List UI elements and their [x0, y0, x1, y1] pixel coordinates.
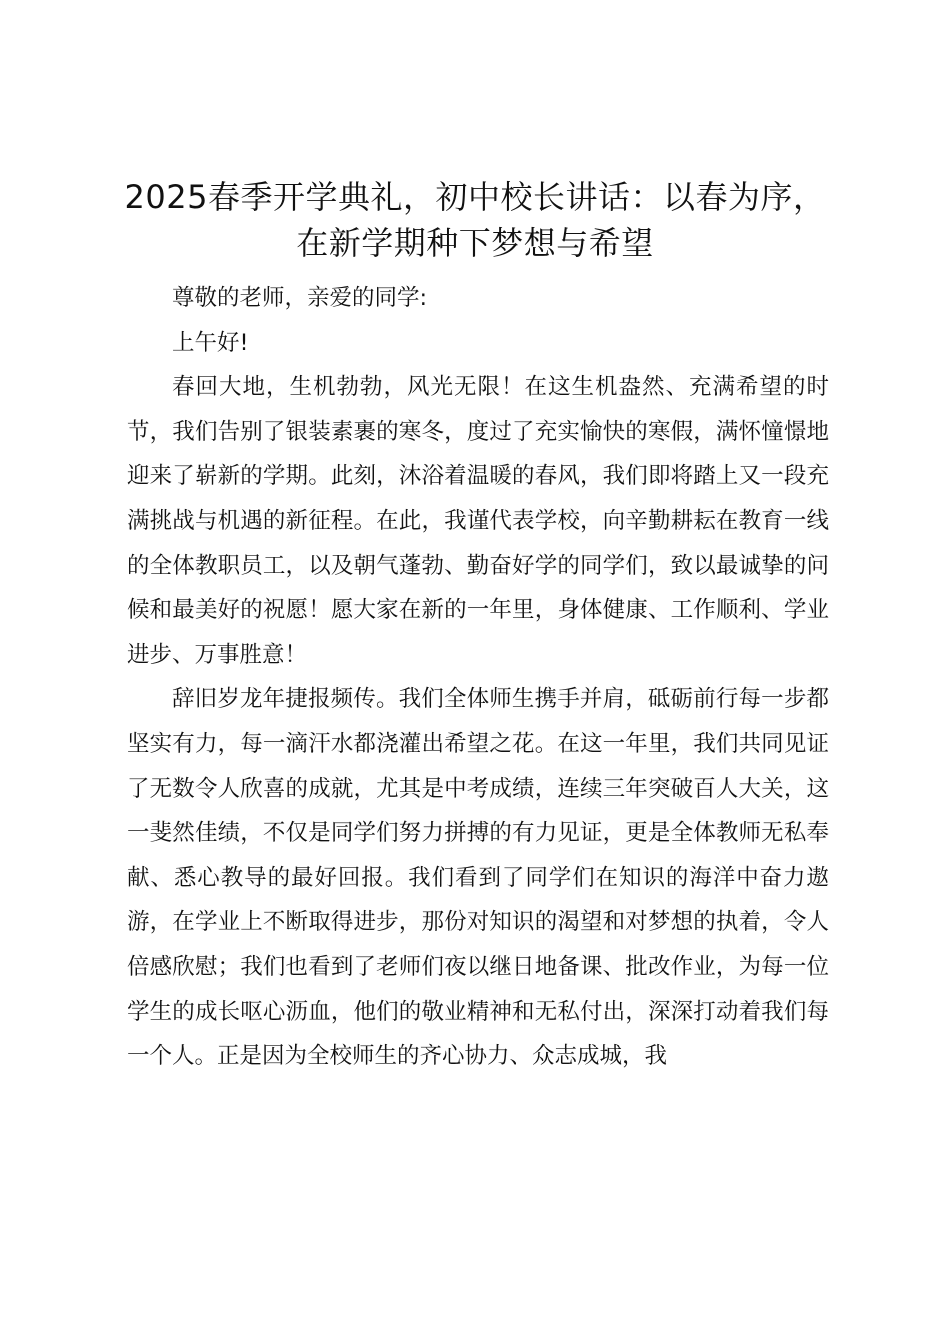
document-title: 2025春季开学典礼，初中校长讲话：以春为序，在新学期种下梦想与希望 — [124, 178, 826, 262]
salutation: 尊敬的老师，亲爱的同学: — [172, 285, 428, 311]
document-body — [127, 276, 829, 1079]
paragraph: 辞旧岁龙年捷报频传。我们全体师生携手并肩，砥砺前行每一步都坚实有力，每一滴汗水都浇灌出希望之花。在这一年里，我们共同见证了无数令人欣喜的成就，尤其是中考成绩，连续三年突破百人大关，这一斐然佳绩，不仅是同学们努力拼搏的有力见证，更是全体教师无私奉献、悉心教导的最好回报。我们看到了同学们在知识的海洋中奋力遨游，在学业上不断取得进步，那份对知识的渴望和对梦想的执着，令人倍感欣慰；我们也看到了老师们夜以继日地备课、批改作业，为每一位学生的成长呕心沥血，他们的敬业精神和无私付出，深深打动着我们每一个人。正是因为全校师生的齐心协力、众志成城，我 — [127, 686, 829, 1070]
paragraph: 春回大地，生机勃勃，风光无限！在这生机盎然、充满希望的时节，我们告别了银装素裹的寒冬，度过了充实愉快的寒假，满怀憧憬地迎来了崭新的学期。此刻，沐浴着温暖的春风，我们即将踏上又一段充满挑战与机遇的新征程。在此，我谨代表学校，向辛勤耕耘在教育一线的全体教职员工，以及朝气蓬勃、勤奋好学的同学们，致以最诚挚的问候和最美好的祝愿！愿大家在新的一年里，身体健康、工作顺利、学业进步、万事胜意！ — [127, 374, 829, 668]
greeting: 上午好! — [172, 329, 249, 356]
